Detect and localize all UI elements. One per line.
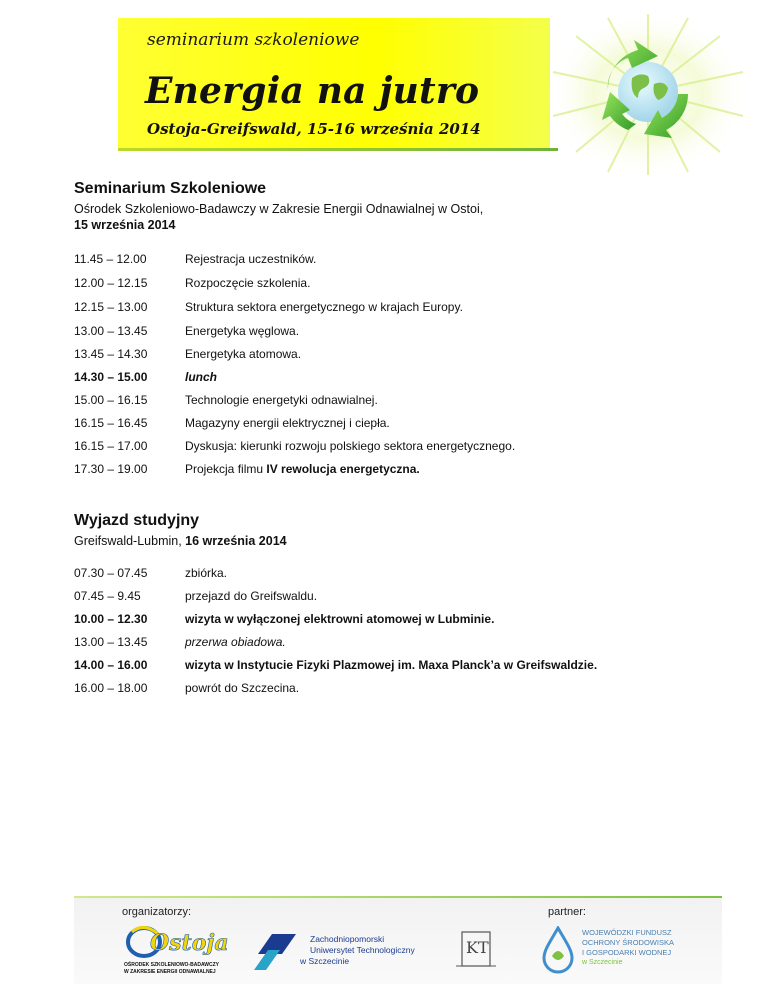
row-time: 13.00 – 13.45 (74, 324, 148, 338)
row-time: 13.00 – 13.45 (74, 635, 148, 649)
row-time: 14.30 – 15.00 (74, 370, 148, 384)
row-desc: lunch (185, 370, 217, 384)
row-desc-bold: IV rewolucja energetyczna. (266, 462, 420, 476)
wfos-name-1: WOJEWÓDZKI FUNDUSZ (582, 928, 672, 937)
section2-date: 16 września 2014 (185, 534, 287, 548)
schedule-row (74, 393, 694, 411)
row-time: 13.45 – 14.30 (74, 347, 148, 361)
row-time: 16.00 – 18.00 (74, 681, 148, 695)
kt-text: KT (466, 938, 489, 957)
ostoja-wordmark: Ostoja (150, 930, 229, 956)
section1-date: 15 września 2014 (74, 218, 176, 232)
row-desc: Rozpoczęcie szkolenia. (185, 276, 311, 290)
schedule-row (74, 276, 694, 294)
ostoja-subtitle-2: W ZAKRESIE ENERGII ODNAWIALNEJ (124, 969, 216, 975)
organizers-label: organizatorzy: (122, 906, 192, 918)
schedule-row (74, 635, 694, 653)
schedule-row (74, 589, 694, 607)
row-time: 07.45 – 9.45 (74, 589, 141, 603)
header-title: Energia na jutro (145, 70, 480, 112)
row-desc: przerwa obiadowa. (185, 635, 286, 649)
row-desc: powrót do Szczecina. (185, 681, 300, 695)
row-desc-prefix: Projekcja filmu (185, 462, 267, 476)
row-desc: Technologie energetyki odnawialnej. (185, 393, 378, 407)
row-desc: wizyta w Instytucie Fizyki Plazmowej im. Maxa Planck’a w Greifswaldzie. (185, 658, 598, 672)
footer (74, 898, 722, 984)
schedule-row (74, 462, 694, 480)
row-time: 11.45 – 12.00 (74, 252, 147, 266)
row-desc: Dyskusja: kierunki rozwoju polskiego sektora energetycznego. (185, 439, 516, 453)
zut-name-1: Zachodniopomorski (310, 934, 385, 944)
header-subtitle: seminarium szkoleniowe (147, 30, 360, 50)
partner-label: partner: (548, 906, 586, 918)
row-time: 17.30 – 19.00 (74, 462, 148, 476)
row-desc: Struktura sektora energetycznego w krajach Europy. (185, 300, 463, 314)
ostoja-logo (124, 924, 229, 982)
wfos-logo (540, 922, 716, 982)
schedule-row (74, 252, 694, 270)
row-time: 16.15 – 17.00 (74, 439, 148, 453)
row-time: 12.15 – 13.00 (74, 300, 148, 314)
row-time: 10.00 – 12.30 (74, 612, 148, 626)
section2-venue-date (74, 534, 287, 548)
schedule-row (74, 300, 694, 318)
ostoja-subtitle-1: OŚRODEK SZKOLENIOWO-BADAWCZY (124, 962, 219, 968)
row-desc: wizyta w wyłączonej elektrowni atomowej w Lubminie. (185, 612, 495, 626)
schedule-row (74, 416, 694, 434)
row-time: 16.15 – 16.45 (74, 416, 148, 430)
row-desc: przejazd do Greifswaldu. (185, 589, 318, 603)
wfos-name-4: w Szczecinie (582, 959, 623, 966)
section2-heading: Wyjazd studyjny (74, 512, 200, 529)
schedule-row (74, 370, 694, 388)
row-desc: Energetyka węglowa. (185, 324, 300, 338)
row-time: 14.00 – 16.00 (74, 658, 148, 672)
row-desc: Energetyka atomowa. (185, 347, 302, 361)
schedule-row (74, 566, 694, 584)
schedule-row (74, 612, 694, 630)
recycle-globe-icon (548, 12, 748, 177)
row-desc: Magazyny energii elektrycznej i ciepła. (185, 416, 390, 430)
header-underline (118, 148, 558, 151)
zut-name-2: Uniwersytet Technologiczny (310, 945, 415, 955)
schedule-row (74, 658, 694, 676)
row-desc: zbiórka. (185, 566, 228, 580)
schedule-row (74, 681, 694, 699)
zut-logo (254, 930, 414, 970)
section2-venue: Greifswald-Lubmin, (74, 534, 186, 548)
wfos-name-2: OCHRONY ŚRODOWISKA (582, 938, 674, 947)
schedule-row (74, 439, 694, 457)
row-time: 12.00 – 12.15 (74, 276, 148, 290)
row-desc (185, 462, 420, 476)
section1-venue: Ośrodek Szkoleniowo-Badawczy w Zakresie Energii Odnawialnej w Ostoi, (74, 202, 484, 216)
zut-name-3: w Szczecinie (300, 956, 350, 966)
row-time: 15.00 – 16.15 (74, 393, 148, 407)
row-desc: Rejestracja uczestników. (185, 252, 317, 266)
header-place-date: Ostoja-Greifswald, 15-16 września 2014 (147, 120, 481, 138)
schedule-row (74, 324, 694, 342)
section1-heading: Seminarium Szkoleniowe (74, 180, 267, 197)
kt-logo (454, 926, 498, 972)
wfos-name-3: I GOSPODARKI WODNEJ (582, 948, 672, 957)
schedule-row (74, 347, 694, 365)
row-time: 07.30 – 07.45 (74, 566, 148, 580)
zut-emblem-icon (254, 930, 298, 970)
water-drop-icon (540, 926, 576, 974)
